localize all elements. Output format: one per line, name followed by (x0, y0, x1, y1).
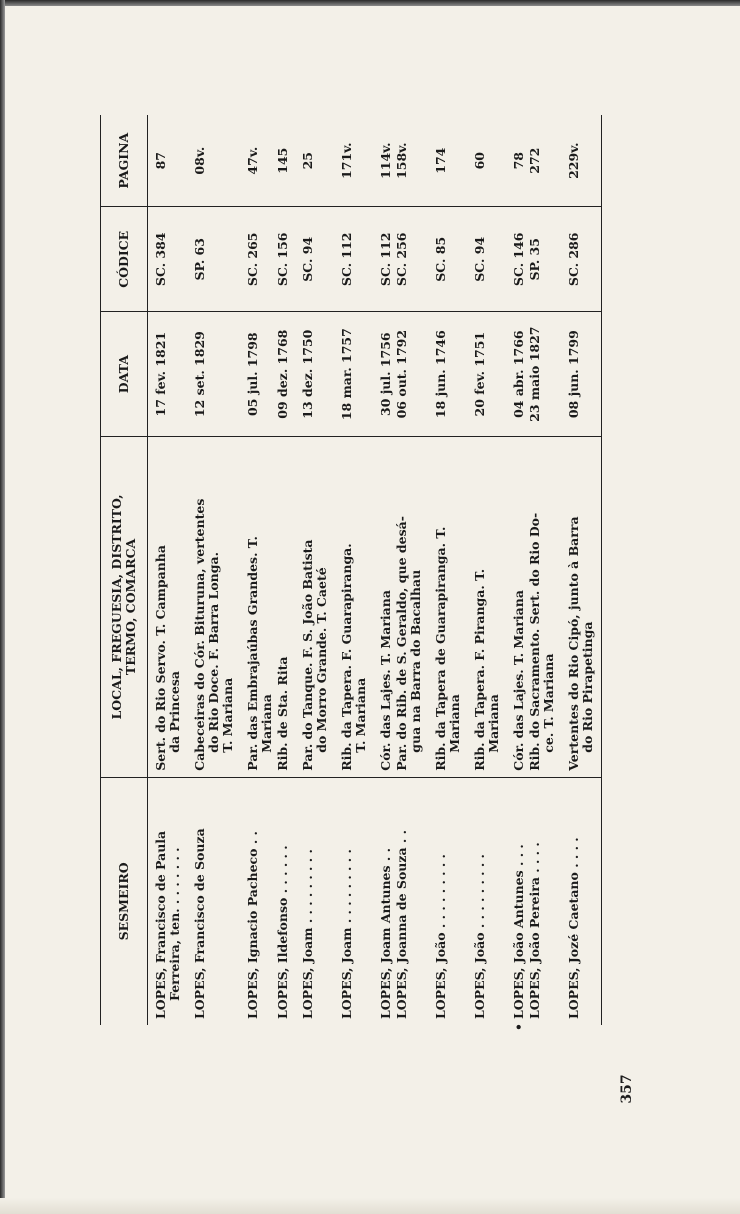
local-line: Rib. da Tapera. F. Piranga. T. (472, 568, 487, 771)
cell-data: 05 jul. 1798 (236, 312, 275, 437)
local-line: ce. T. Mariana (541, 653, 556, 753)
local-line: Vertentes do Rio Cipó, junto à Barra (566, 516, 581, 771)
header-sesmeiro: SESMEIRO (101, 777, 148, 1025)
table-row (394, 115, 424, 1025)
sesmeiro-line: LOPES, João Pereira . . . . (527, 842, 542, 1019)
table-row (369, 115, 394, 1025)
cell-sesmeiro (463, 777, 502, 1025)
table-row (236, 115, 275, 1025)
local-line: T. Mariana (353, 677, 368, 753)
cell-pagina: 08v. (183, 115, 236, 207)
scan-left-edge (0, 0, 5, 1214)
scan-bottom-shade (0, 1198, 740, 1214)
sesmeiro-line: LOPES, Joanna de Souza . . (394, 830, 409, 1019)
sesmeiro-line: LOPES, Joam . . . . . . . . . (339, 849, 354, 1019)
cell-pagina: 145 (275, 115, 291, 207)
cell-codice: SC. 85 (424, 207, 463, 312)
page-number: 357 (619, 1074, 635, 1104)
cell-codice: SC. 265 (236, 207, 275, 312)
sesmeiro-line: LOPES, Francisco de Paula (153, 830, 168, 1019)
header-data: DATA (101, 312, 148, 437)
cell-codice: SP. 35 (527, 207, 557, 312)
rotated-table-container (100, 115, 660, 1031)
cell-pagina: 174 (424, 115, 463, 207)
cell-pagina: 158v. (394, 115, 424, 207)
cell-codice: SC. 112 (330, 207, 369, 312)
local-line: Mariana (486, 694, 501, 753)
sesmeiro-line: LOPES, Ildefonso . . . . . . (275, 845, 290, 1019)
sesmeiro-line: LOPES, Joam . . . . . . . . . (300, 849, 315, 1019)
table-row (275, 115, 291, 1025)
cell-sesmeiro (275, 777, 291, 1025)
cell-local (527, 437, 557, 778)
cell-codice: SC. 94 (291, 207, 330, 312)
cell-codice: SC. 112 (369, 207, 394, 312)
table-row (463, 115, 502, 1025)
cell-sesmeiro (291, 777, 330, 1025)
cell-codice: SC. 286 (557, 207, 602, 312)
cell-sesmeiro (148, 777, 184, 1025)
cell-pagina: 78 (502, 115, 527, 207)
cell-codice: SC. 156 (275, 207, 291, 312)
local-line: Rib. da Tapera. F. Guarapiranga. (339, 543, 354, 771)
header-codice: CÓDICE (101, 207, 148, 312)
table-row (527, 115, 557, 1025)
cell-local (557, 437, 602, 778)
local-line: Sert. do Rio Servo. T. Campanha (153, 545, 168, 771)
header-local-line1: LOCAL, FREGUESIA, DISTRITO, (109, 494, 124, 720)
local-line: T. Mariana (220, 677, 235, 753)
cell-pagina: 25 (291, 115, 330, 207)
cell-sesmeiro (527, 777, 557, 1025)
cell-data: 06 out. 1792 (394, 312, 424, 437)
local-line: gua na Barra do Bacalhau (408, 569, 423, 753)
scan-top-edge (0, 0, 740, 6)
cell-codice: SC. 256 (394, 207, 424, 312)
local-line: Par. das Embrajaúbas Grandes. T. (245, 536, 260, 771)
cell-data: 18 mar. 1757 (330, 312, 369, 437)
cell-local (369, 437, 394, 778)
table-row (183, 115, 236, 1025)
table-row (557, 115, 602, 1025)
cell-data: 08 jun. 1799 (557, 312, 602, 437)
local-line: do Rio Doce. F. Barra Longa. (206, 552, 221, 753)
cell-data: 23 maio 1827 (527, 312, 557, 437)
local-line: Cabeceiras do Cór. Bituruna, vertentes (192, 498, 207, 771)
cell-data: 04 abr. 1766 (502, 312, 527, 437)
bullet-mark: • (511, 1023, 526, 1031)
local-line: Mariana (259, 694, 274, 753)
cell-sesmeiro (183, 777, 236, 1025)
cell-data: 12 set. 1829 (183, 312, 236, 437)
table-header-row (101, 115, 148, 1025)
sesmeiro-line: LOPES, Francisco de Souza (192, 828, 207, 1019)
cell-codice: SC. 146 (502, 207, 527, 312)
cell-pagina: 272 (527, 115, 557, 207)
cell-local (183, 437, 236, 778)
cell-sesmeiro (369, 777, 394, 1025)
cell-data: 17 fev. 1821 (148, 312, 184, 437)
local-line: Rib. de Sta. Rita (275, 656, 290, 771)
cell-pagina: 47v. (236, 115, 275, 207)
sesmeiro-line: Ferreira, ten. . . . . . . . (167, 847, 182, 1001)
table-row (330, 115, 369, 1025)
sesmeiro-line: LOPES, Ignacio Pacheco . . (245, 831, 260, 1019)
cell-sesmeiro (394, 777, 424, 1025)
sesmeiro-line: LOPES, João . . . . . . . . . (433, 854, 448, 1019)
table-row (424, 115, 463, 1025)
sesmeiro-line: LOPES, Joam Antunes . . (378, 848, 393, 1019)
local-line: do Morro Grande. T. Caeté (314, 567, 329, 753)
cell-data: 18 jun. 1746 (424, 312, 463, 437)
local-line: do Rio Pirapetinga (580, 621, 595, 753)
cell-local (463, 437, 502, 778)
cell-sesmeiro (502, 777, 527, 1031)
cell-pagina: 171v. (330, 115, 369, 207)
cell-data: 09 dez. 1768 (275, 312, 291, 437)
cell-pagina: 87 (148, 115, 184, 207)
local-line: Cór. das Lajes. T. Mariana (378, 590, 393, 771)
local-line: Par. do Tanque. F. S. João Batista (300, 539, 315, 771)
cell-pagina: 229v. (557, 115, 602, 207)
local-line: Rib. do Sacramento. Sert. do Rio Do- (527, 512, 542, 771)
header-local-line2: TERMO, COMARCA (123, 538, 138, 676)
table-body (148, 115, 602, 1031)
cell-sesmeiro (236, 777, 275, 1025)
table-row (148, 115, 184, 1025)
table-row (291, 115, 330, 1025)
cell-sesmeiro (424, 777, 463, 1025)
header-pagina: PAGINA (101, 115, 148, 207)
local-line: Cór. das Lajes. T. Mariana (511, 590, 526, 771)
cell-codice: SC. 384 (148, 207, 184, 312)
local-line: Rib. da Tapera de Guarapiranga. T. (433, 526, 448, 771)
cell-pagina: 60 (463, 115, 502, 207)
cell-local (148, 437, 184, 778)
local-line: Par. do Rib. de S. Geraldo, que desá- (394, 516, 409, 771)
sesmarias-table (100, 115, 602, 1031)
cell-pagina: 114v. (369, 115, 394, 207)
cell-local (502, 437, 527, 778)
cell-local (394, 437, 424, 778)
cell-local (424, 437, 463, 778)
sesmeiro-line: LOPES, João Antunes . . . (511, 844, 526, 1019)
sesmeiro-line: LOPES, João . . . . . . . . . (472, 854, 487, 1019)
cell-local (236, 437, 275, 778)
cell-data: 30 jul. 1756 (369, 312, 394, 437)
cell-data: 13 dez. 1750 (291, 312, 330, 437)
cell-local (275, 437, 291, 778)
sesmeiro-line: LOPES, Jozé Caetano . . . . (566, 837, 581, 1019)
cell-local (291, 437, 330, 778)
cell-sesmeiro (330, 777, 369, 1025)
local-line: Mariana (447, 694, 462, 753)
cell-data: 20 fev. 1751 (463, 312, 502, 437)
header-local (101, 437, 148, 778)
cell-local (330, 437, 369, 778)
cell-codice: SC. 94 (463, 207, 502, 312)
table-row (502, 115, 527, 1025)
cell-sesmeiro (557, 777, 602, 1025)
cell-codice: SP. 63 (183, 207, 236, 312)
local-line: da Princesa (167, 671, 182, 753)
